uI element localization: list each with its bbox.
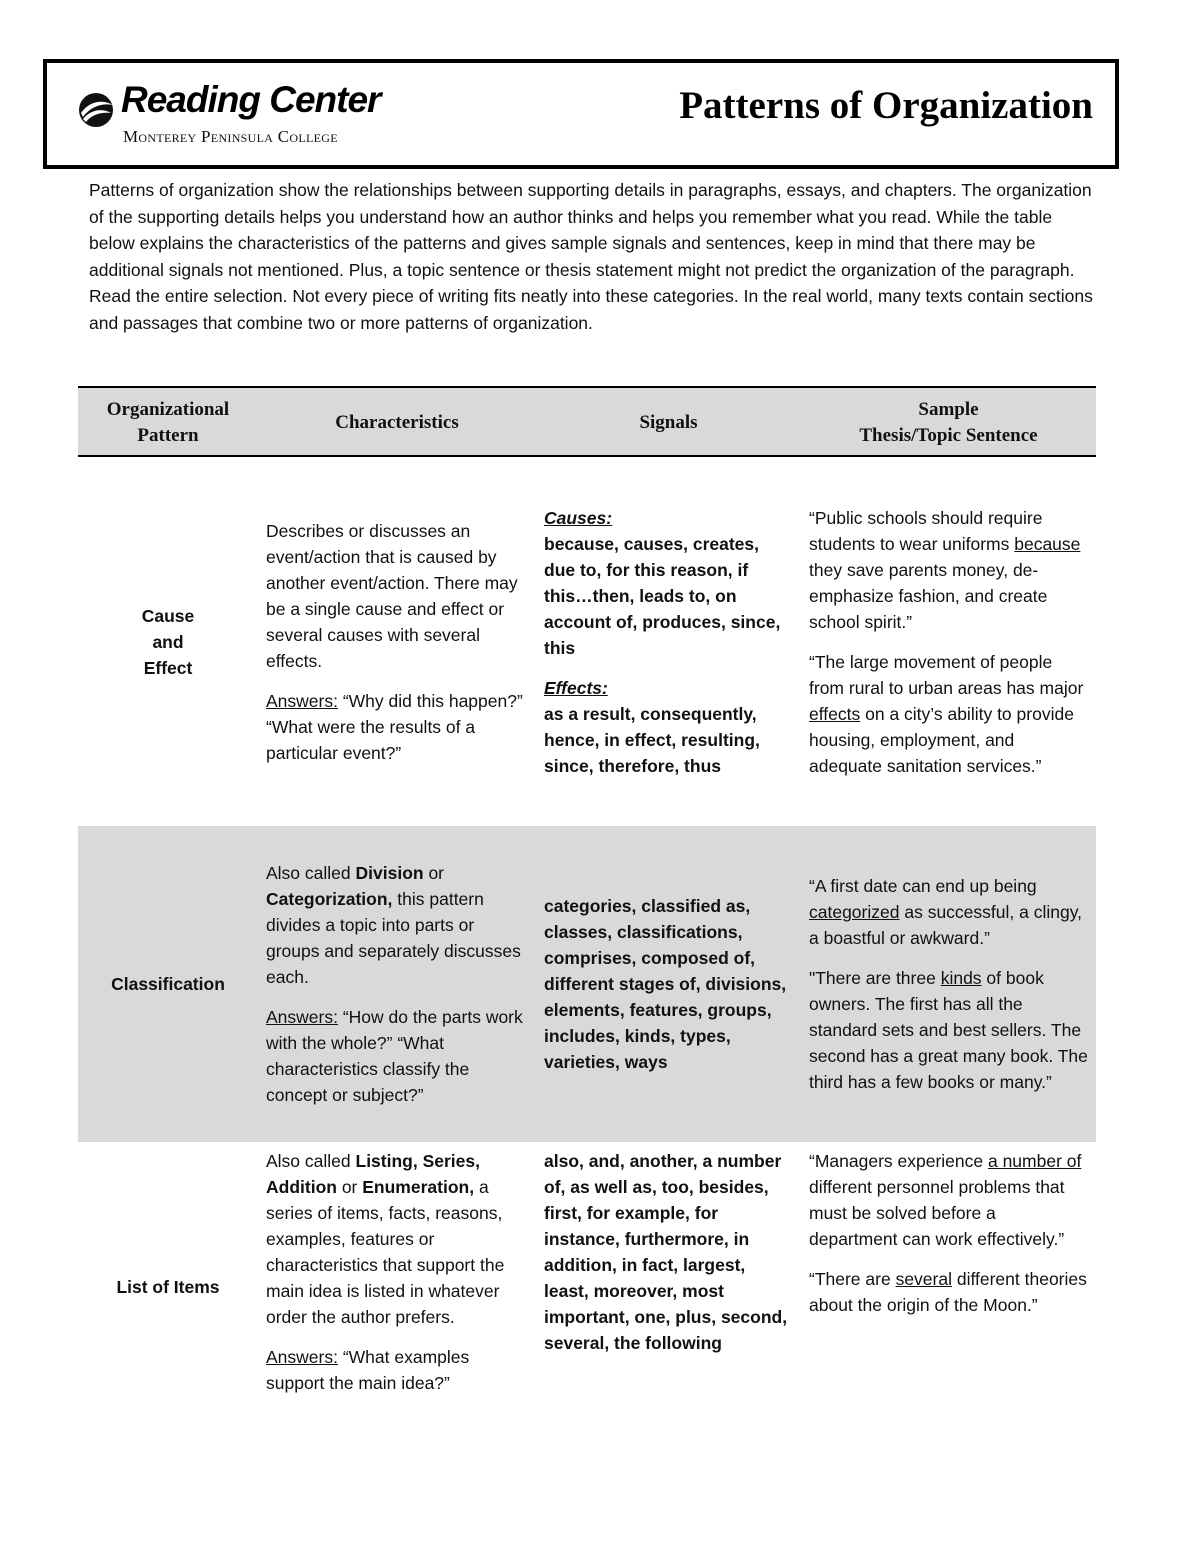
answers-text: Answers: “What examples support the main idea?” <box>266 1347 470 1393</box>
table-header-row <box>78 387 1096 456</box>
sample-cell <box>801 456 1096 826</box>
pattern-cause-effect: Cause and Effect <box>141 605 195 678</box>
page-title: Patterns of Organization <box>679 84 1093 127</box>
characteristics-cell <box>258 456 536 826</box>
sample-cell <box>801 1142 1096 1432</box>
table-row <box>78 1142 1096 1432</box>
sample-sentence: “There are several different theories about the origin of the Moon.” <box>809 1269 1087 1315</box>
table-row <box>78 826 1096 1142</box>
effects-signals: Effects: as a result, consequently, hence, in effect, resulting, since, therefore, thus <box>544 677 760 776</box>
characteristics-text: Also called Division or Categorization, this pattern divides a topic into parts or groups and separately discusses each. <box>266 863 521 987</box>
pattern-classification: Classification <box>78 826 258 1142</box>
signals-cell <box>536 1142 801 1432</box>
logo-subtitle: Monterey Peninsula College <box>123 127 338 146</box>
header-signals: Signals <box>536 387 801 456</box>
sample-sentence: “A first date can end up being categorized as successful, a clingy, a boastful or awkward.” <box>809 876 1083 948</box>
characteristics-text: Also called Listing, Series, Addition or Enumeration, a series of items, facts, reasons, examples, features or characteristics that support the main idea is listed in whatever order the author prefers. <box>266 1151 505 1327</box>
sample-sentence: “Public schools should require students to wear uniforms because they save parents money, de-emphasize fashion, and create school spirit.” <box>809 507 1081 632</box>
answers-text: Answers: “Why did this happen?” “What were the results of a particular event?” <box>266 690 523 763</box>
classification-signals: categories, classified as, classes, classifications, comprises, composed of, different stages of, divisions, elements, features, groups, includes, kinds, types, varieties, ways <box>544 896 787 1072</box>
header-sample: Sample Thesis/Topic Sentence <box>801 387 1096 456</box>
sample-sentence: “The large movement of people from rural to urban areas has major effects on a city’s ability to provide housing, employment, and adequate sanitation services.” <box>809 651 1084 776</box>
signals-cell <box>536 456 801 826</box>
table-row <box>78 456 1096 826</box>
characteristics-text: Describes or discusses an event/action that is caused by another event/action. There may be a single cause and effect or several causes with several effects. <box>266 520 518 671</box>
characteristics-cell <box>258 826 536 1142</box>
header-box <box>43 59 1119 169</box>
sample-sentence: "There are three kinds of book owners. The first has all the standard sets and best sellers. The second has a great many book. The third has a few books or many.” <box>809 968 1088 1092</box>
answers-text: Answers: “How do the parts work with the whole?” “What characteristics classify the concept or subject?” <box>266 1007 523 1105</box>
sample-cell <box>801 826 1096 1142</box>
swoosh-logo-icon <box>77 91 115 129</box>
patterns-table <box>78 386 1096 1432</box>
intro-paragraph: Patterns of organization show the relationships between supporting details in paragraphs, essays, and chapters. The organization of the supporting details helps you understand how an author thinks and helps you remember what you read. While the table below explains the characteristics of the patterns and gives sample signals and sentences, keep in mind that there may be additional signals not mentioned. Plus, a topic sentence or thesis statement might not predict the organization of the paragraph. Read the entire selection. Not every piece of writing fits neatly into these categories. In the real world, many texts contain sections and passages that combine two or more patterns of organization. <box>89 180 1093 333</box>
pattern-list-of-items: List of Items <box>116 1277 220 1297</box>
logo-title: Reading Center <box>121 79 381 120</box>
signals-cell <box>536 826 801 1142</box>
header-characteristics: Characteristics <box>258 387 536 456</box>
header-pattern: Organizational Pattern <box>78 387 258 456</box>
characteristics-cell <box>258 1142 536 1432</box>
causes-signals: Causes: because, causes, creates, due to, for this reason, if this…then, leads to, on account of, produces, since, this <box>544 507 781 658</box>
list-signals: also, and, another, a number of, as well as, too, besides, first, for example, for instance, furthermore, in addition, in fact, largest, least, moreover, most important, one, plus, second, several, the following <box>544 1151 788 1353</box>
sample-sentence: “Managers experience a number of different personnel problems that must be solved before a department can work effectively.” <box>809 1151 1082 1249</box>
